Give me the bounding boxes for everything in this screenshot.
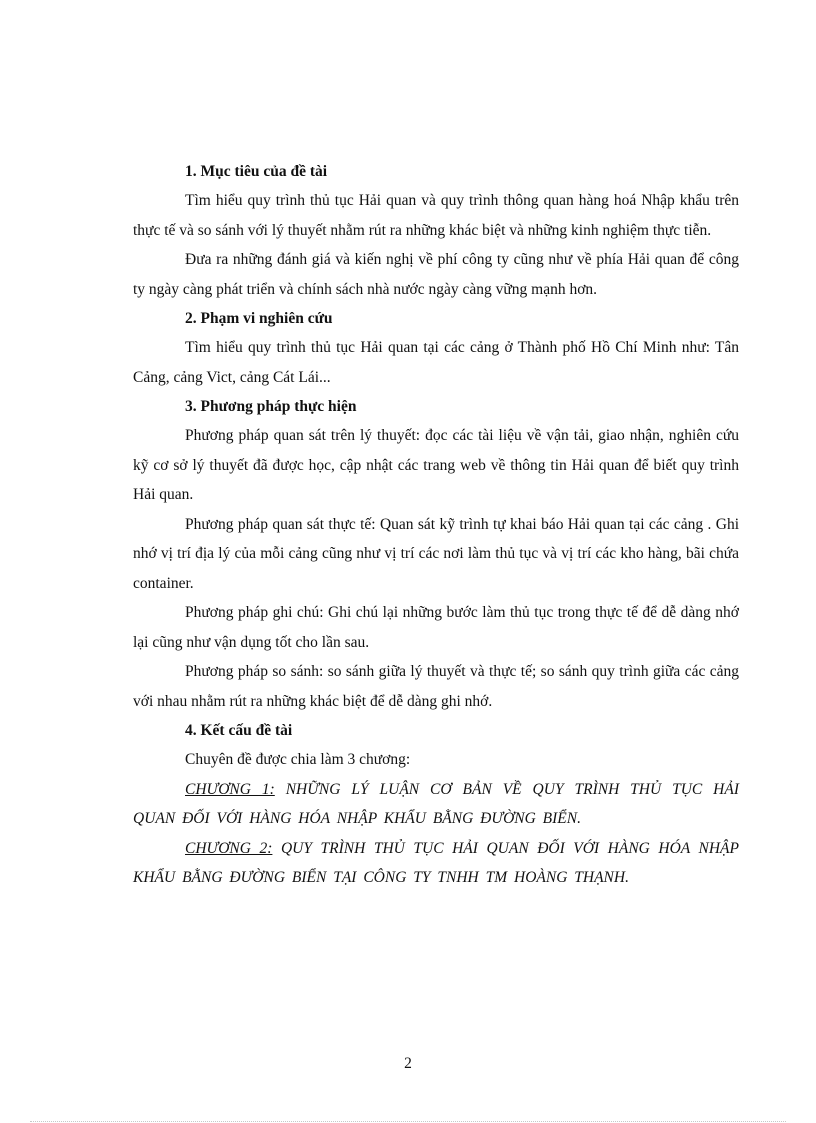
section-heading-scope: 2. Phạm vi nghiên cứu [185, 310, 333, 327]
paragraph: Tìm hiểu quy trình thủ tục Hải quan tại các cảng ở Thành phố Hồ Chí Minh như: Tân Cảng, cảng Vict, cảng Cát Lái... [133, 339, 739, 386]
paragraph: Phương pháp so sánh: so sánh giữa lý thuyết và thực tế; so sánh quy trình giữa các cảng với nhau nhằm rút ra những khác biệt để dễ dàng ghi nhớ. [133, 663, 739, 710]
paragraph: Chuyên đề được chia làm 3 chương: [185, 751, 411, 768]
paragraph: Phương pháp quan sát trên lý thuyết: đọc các tài liệu về vận tải, giao nhận, nghiên cứu kỹ cơ sở lý thuyết đã được học, cập nhật các trang web về thông tin Hải quan để biết quy trình Hải quan. [133, 427, 739, 503]
page-footer-divider [30, 1121, 786, 1122]
paragraph: Phương pháp ghi chú: Ghi chú lại những bước làm thủ tục trong thực tế để dễ dàng nhớ lại cũng như vận dụng tốt cho lần sau. [133, 604, 739, 651]
chapter-2-title: QUY TRÌNH THỦ TỤC HẢI QUAN ĐỐI VỚI HÀNG HÓA NHẬP KHẨU BẰNG ĐƯỜNG BIỂN TẠI CÔNG TY TNHH TM HOÀNG THẠNH. [133, 839, 739, 886]
chapter-2-label: CHƯƠNG 2: [185, 839, 273, 857]
page-number: 2 [404, 1055, 412, 1072]
chapter-1-title: NHỮNG LÝ LUẬN CƠ BẢN VỀ QUY TRÌNH THỦ TỤC HẢI QUAN ĐỐI VỚI HÀNG HÓA NHẬP KHẨU BẰNG ĐƯỜNG BIỂN. [133, 780, 739, 827]
chapter-1-label: CHƯƠNG 1: [185, 780, 275, 798]
section-heading-objectives: 1. Mục tiêu của đề tài [185, 163, 328, 180]
paragraph: Phương pháp quan sát thực tế: Quan sát kỹ trình tự khai báo Hải quan tại các cảng . Ghi nhớ vị trí địa lý của mỗi cảng cũng như vị trí các nơi làm thủ tục và vị trí các kho hàng, bãi chứa container. [133, 515, 739, 592]
chapter-1-entry [133, 775, 739, 834]
chapter-2-entry [133, 834, 739, 893]
page-body [133, 157, 739, 893]
section-heading-methods: 3. Phương pháp thực hiện [185, 398, 357, 415]
paragraph: Đưa ra những đánh giá và kiến nghị về phí công ty cũng như về phía Hải quan để công ty ngày càng phát triển và chính sách nhà nước ngày càng vững mạnh hơn. [133, 251, 739, 298]
paragraph: Tìm hiểu quy trình thủ tục Hải quan và quy trình thông quan hàng hoá Nhập khẩu trên thực tế và so sánh với lý thuyết nhằm rút ra những khác biệt và những kinh nghiệm thực tiễn. [133, 192, 739, 239]
section-heading-structure: 4. Kết cấu đề tài [185, 722, 293, 739]
